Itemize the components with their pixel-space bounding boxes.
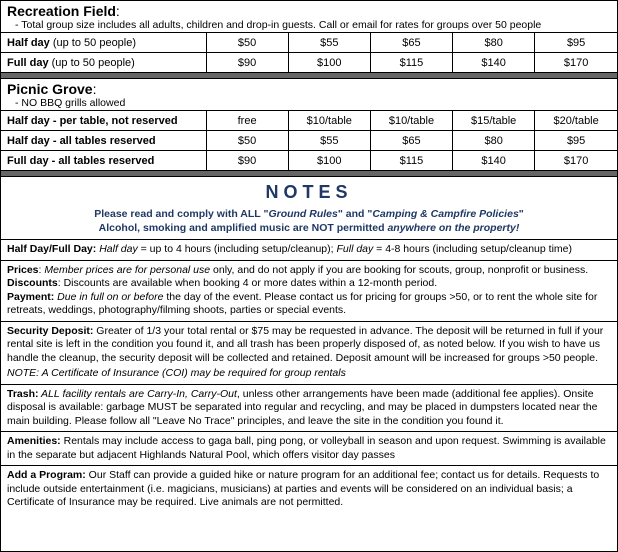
price-cell: $100 [288, 151, 370, 171]
trash-note: Trash: ALL facility rentals are Carry-In, Carry-Out, unless other arrangements have been made (additional fee applies). Onsite disposal is available: garbage MUST be separated into regular and recycling, and may be placed in dumpsters located near the main building. Please follow all "Leave No Trace" principles, and leave the site in the condition you found it. [1, 384, 617, 432]
picnic-grove-title: Picnic Grove: [7, 81, 97, 97]
table-row [1, 111, 617, 131]
price-cell: $140 [453, 53, 535, 73]
recreation-field-header [1, 1, 617, 32]
price-cell: $10/table [370, 111, 452, 131]
price-cell: $65 [370, 131, 452, 151]
price-cell: $115 [370, 151, 452, 171]
row-label: Half day - all tables reserved [1, 131, 206, 151]
halfday-fullday-note: Half Day/Full Day: Half day = up to 4 hours (including setup/cleanup); Full day = 4-8 hours (including setup/cleanup time) [1, 239, 617, 260]
price-cell: $10/table [288, 111, 370, 131]
price-cell: $95 [535, 131, 617, 151]
price-cell: $80 [453, 131, 535, 151]
picnic-grove-table [1, 110, 617, 170]
price-cell: $170 [535, 151, 617, 171]
price-cell: $65 [370, 33, 452, 53]
picnic-grove-header [1, 79, 617, 110]
row-label: Full day (up to 50 people) [1, 53, 206, 73]
row-label: Half day - per table, not reserved [1, 111, 206, 131]
price-cell: $100 [288, 53, 370, 73]
row-label: Full day - all tables reserved [1, 151, 206, 171]
security-deposit-note: Security Deposit: Greater of 1/3 your total rental or $75 may be requested in advance. The deposit will be returned in full if your rental site is left in the condition you found it, and all trash has been properly disposed of, as noted below. If you wish to have us handle the cleanup, the security deposit will be collected and retained. Deposit amount will be increased for groups >50 people. NOTE: A Certificate of Insurance (COI) may be required for group rentals [1, 321, 617, 384]
price-cell: $95 [535, 33, 617, 53]
table-row [1, 33, 617, 53]
price-cell: $115 [370, 53, 452, 73]
section-divider [1, 72, 617, 79]
price-cell: $15/table [453, 111, 535, 131]
table-row [1, 131, 617, 151]
price-cell: $50 [206, 131, 288, 151]
price-cell: $55 [288, 131, 370, 151]
section-divider [1, 170, 617, 177]
price-cell: $50 [206, 33, 288, 53]
notes-title: NOTES [265, 182, 353, 202]
add-program-note: Add a Program: Our Staff can provide a guided hike or nature program for an additional fee; contact us for details. Requests to include outside entertainment (i.e. magicians, musicians) at parties and events will be considered on an individual basis; a Certificate of Insurance may be required. Live animals are not permitted. [1, 465, 617, 513]
notes-rules-line: Please read and comply with ALL "Ground Rules" and "Camping & Campfire Policies" [94, 208, 524, 220]
picnic-grove-note: - NO BBQ grills allowed [15, 97, 126, 109]
price-cell: free [206, 111, 288, 131]
price-cell: $90 [206, 53, 288, 73]
table-row [1, 53, 617, 73]
notes-prohibited-line: Alcohol, smoking and amplified music are NOT permitted anywhere on the property! [98, 222, 520, 234]
recreation-field-table [1, 32, 617, 72]
table-row [1, 151, 617, 171]
recreation-field-note: - Total group size includes all adults, children and drop-in guests. Call or email for rates for groups over 50 people [15, 19, 542, 31]
price-cell: $170 [535, 53, 617, 73]
amenities-note: Amenities: Rentals may include access to gaga ball, ping pong, or volleyball in season and upon request. Swimming is available in the separate but adjacent Highlands Natural Pool, which offers visitor day passes [1, 431, 617, 465]
row-label: Half day (up to 50 people) [1, 33, 206, 53]
price-cell: $20/table [535, 111, 617, 131]
recreation-field-title: Recreation Field: [7, 3, 120, 19]
price-cell: $140 [453, 151, 535, 171]
price-cell: $55 [288, 33, 370, 53]
price-cell: $80 [453, 33, 535, 53]
prices-discounts-payment-note: Prices: Member prices are for personal use only, and do not apply if you are booking for scouts, group, nonprofit or business. Discounts: Discounts are available when booking 4 or more dates within a 12-month period. Payment: Due in full on or before the day of the event. Please contact us for pricing for groups >50, or to rent the whole site for retreats, weddings, photography/filming shoots, parties or special events. [1, 260, 617, 321]
price-cell: $90 [206, 151, 288, 171]
